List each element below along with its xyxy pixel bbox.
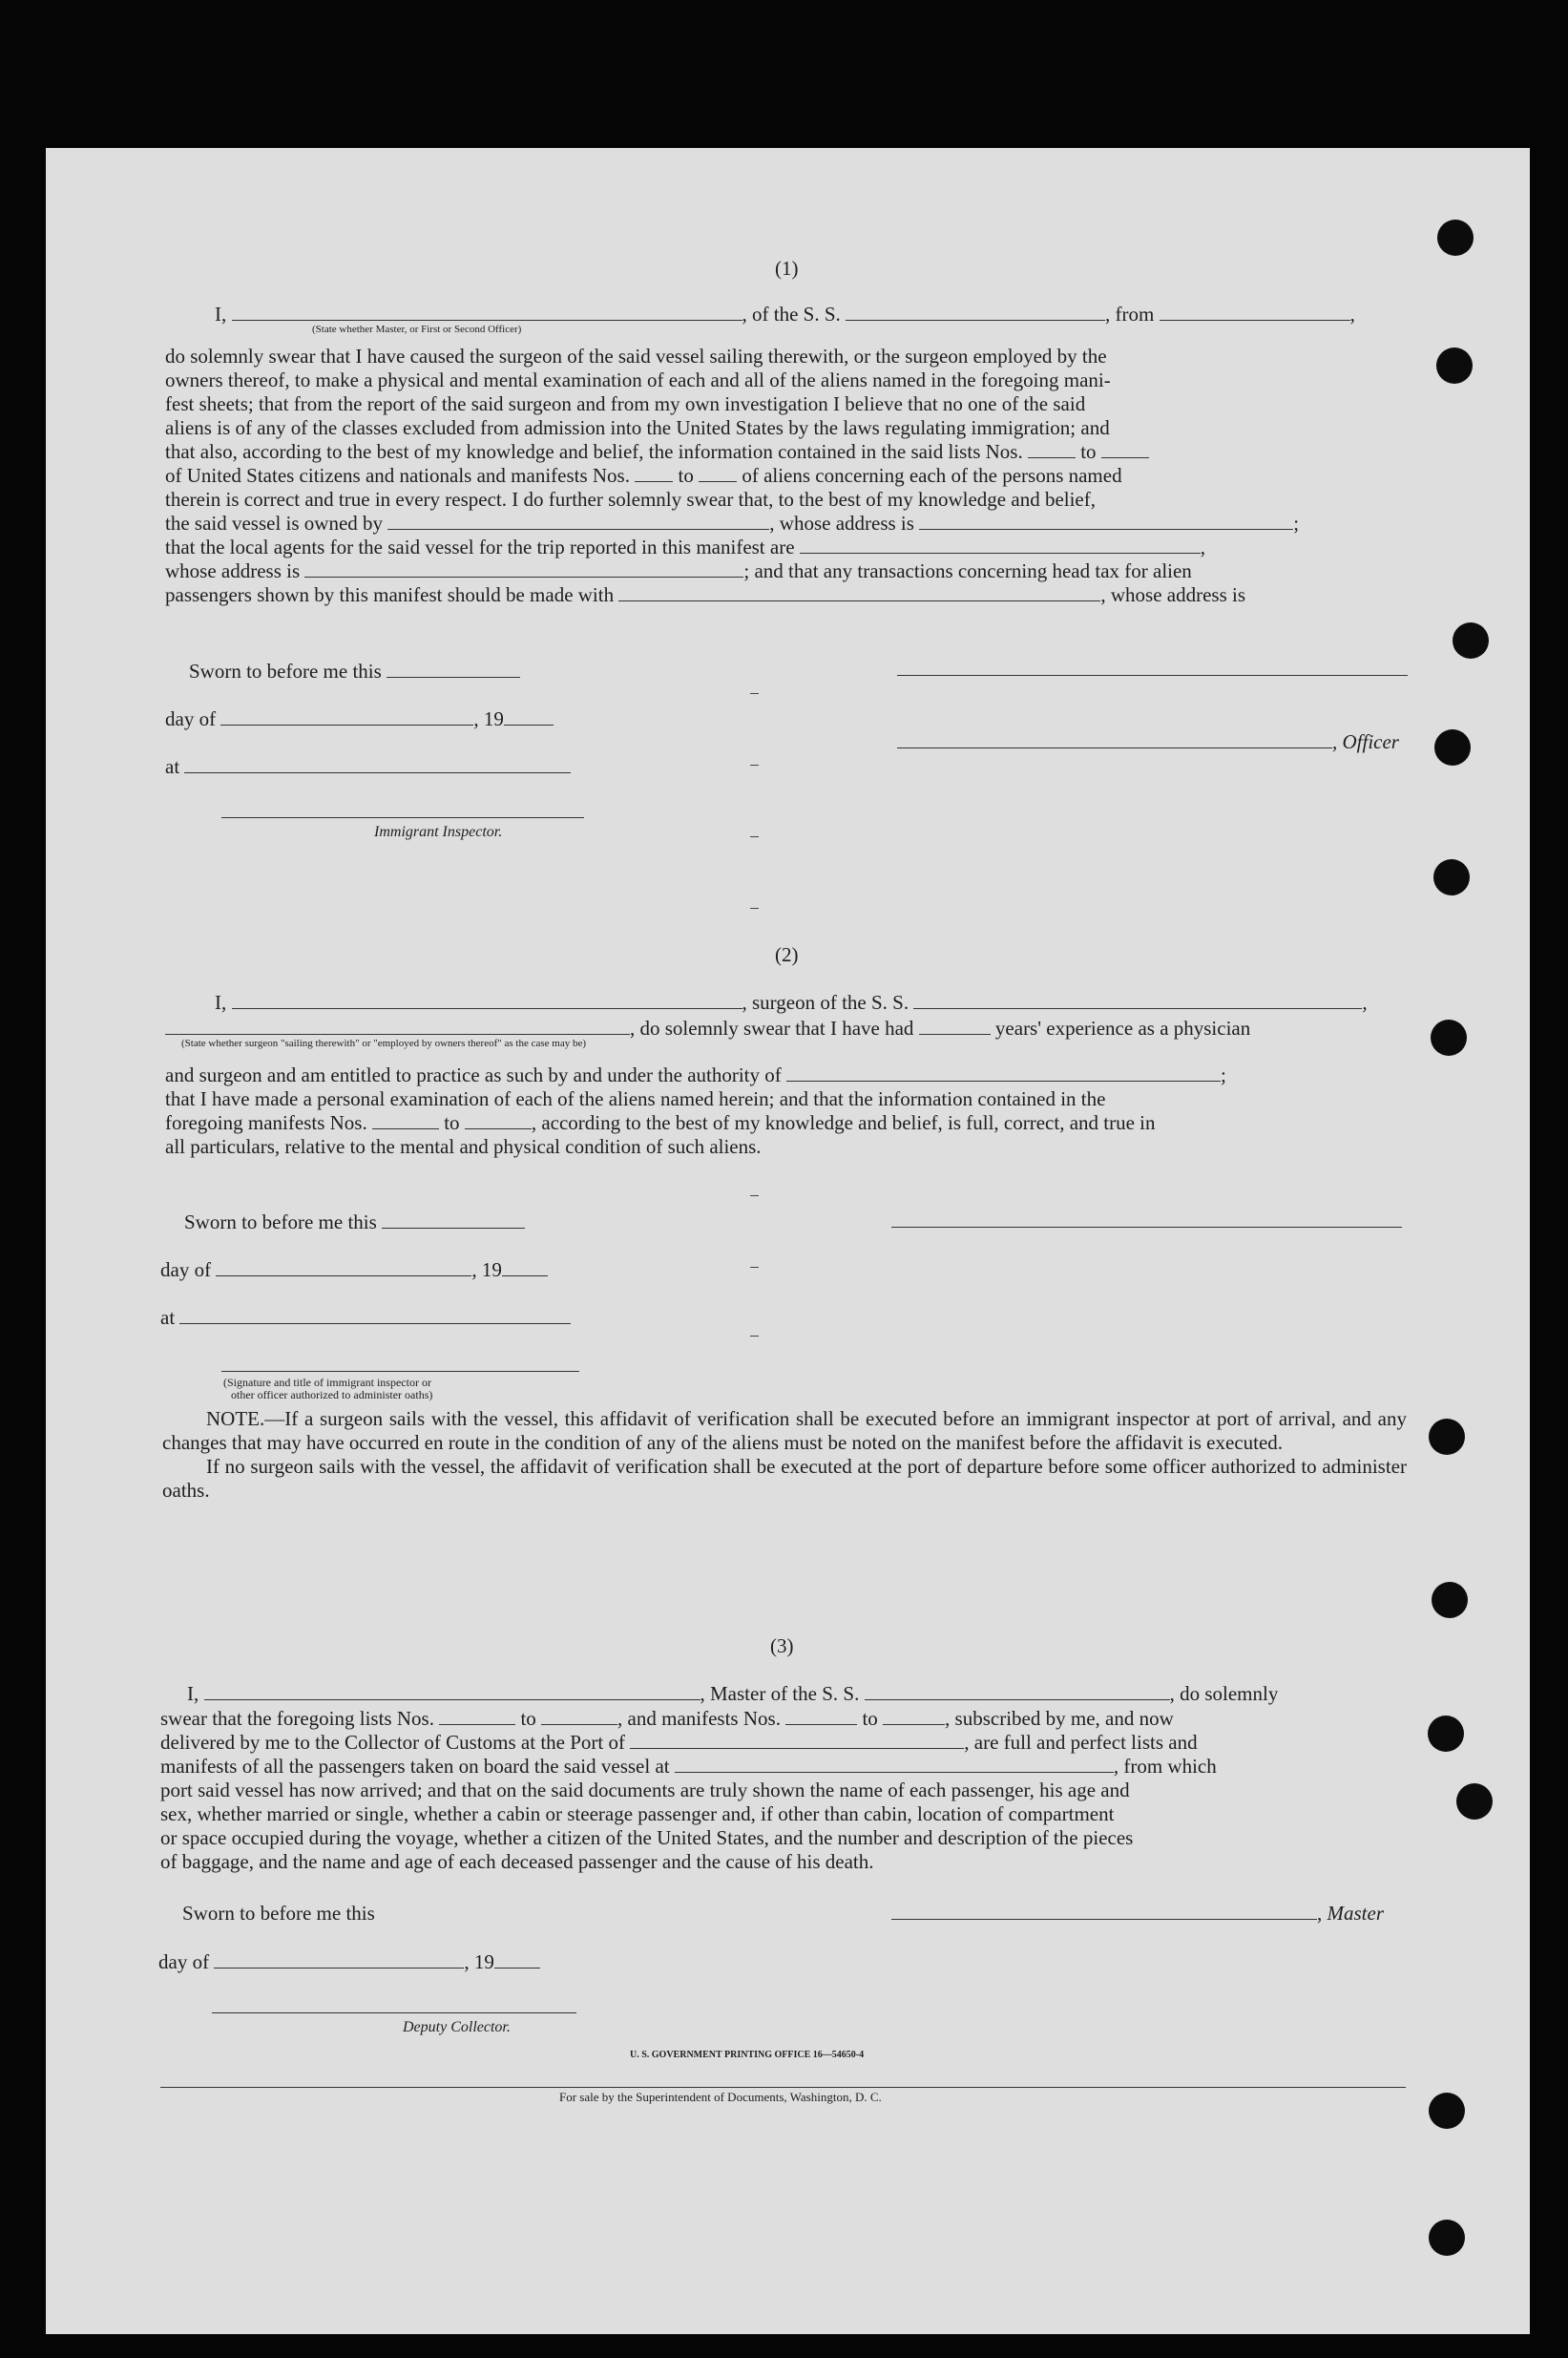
at-label-1: at [165, 755, 571, 778]
month-field-1[interactable] [220, 709, 473, 726]
customs-port-field[interactable] [630, 1733, 964, 1749]
surgeon-manifests-to-field[interactable] [465, 1113, 532, 1129]
master-signature-row: , Master [891, 1902, 1384, 1925]
sale-imprint: For sale by the Superintendent of Documents, Washington, D. C. [559, 2090, 882, 2104]
authority-field[interactable] [786, 1065, 1221, 1082]
day-label-2: day of , 19 [160, 1258, 548, 1281]
deputy-signature-line[interactable] [212, 2012, 576, 2013]
surgeon-vessel-field[interactable] [913, 993, 1362, 1009]
agents-address-field[interactable] [304, 561, 743, 578]
surgeon-manifests-from-field[interactable] [372, 1113, 439, 1129]
head-tax-contact-field[interactable] [618, 585, 1100, 601]
affiant-signature-line[interactable] [897, 675, 1408, 676]
section-2-number: (2) [775, 943, 799, 966]
punch-hole [1431, 1020, 1467, 1056]
surgeon-line-2: , do solemnly swear that I have had years' experience as a physician [165, 1017, 1250, 1040]
punch-hole [1428, 1716, 1464, 1752]
inspector-signature-line[interactable] [221, 817, 584, 818]
master-signature-field[interactable] [891, 1904, 1317, 1920]
surgeon-name-field[interactable] [232, 993, 742, 1009]
surgeon-status-field[interactable] [165, 1019, 630, 1035]
affiant-line: I, , of the S. S. , from , [215, 303, 1355, 326]
day-label-3: day of , 19 [158, 1950, 540, 1973]
years-field[interactable] [919, 1019, 991, 1035]
punch-hole [1432, 1582, 1468, 1618]
month-field-2[interactable] [216, 1260, 471, 1276]
lists-to-field[interactable] [1101, 442, 1149, 458]
year-field-2[interactable] [502, 1260, 548, 1276]
punch-hole [1437, 220, 1474, 256]
agents-field[interactable] [800, 537, 1201, 554]
vessel-name-field[interactable] [846, 305, 1105, 321]
punch-hole [1453, 622, 1489, 659]
officer-signature-field[interactable] [897, 732, 1332, 748]
gpo-imprint: U. S. GOVERNMENT PRINTING OFFICE 16—54650-4 [630, 2050, 865, 2060]
owner-address-field[interactable] [919, 514, 1293, 530]
from-port-field[interactable] [1160, 305, 1350, 321]
punch-hole [1436, 347, 1473, 384]
surgeon-caption: (State whether surgeon "sailing therewith" or "employed by owners thereof" as the case may be) [181, 1038, 587, 1049]
master-manifests-to-field[interactable] [883, 1709, 945, 1725]
immigrant-inspector-label: Immigrant Inspector. [374, 824, 503, 840]
punch-hole [1429, 2093, 1465, 2129]
witness-caption-1: (Signature and title of immigrant inspector or [223, 1376, 431, 1389]
lists-from-field[interactable] [1028, 442, 1076, 458]
officer-name-field[interactable] [232, 305, 742, 321]
surgeon-signature-line[interactable] [891, 1227, 1402, 1228]
sworn-label-3: Sworn to before me this [182, 1902, 375, 1925]
sworn-day-field-2[interactable] [382, 1212, 525, 1229]
year-field-3[interactable] [494, 1952, 540, 1969]
officer-signature-row: , Officer [897, 730, 1399, 753]
punch-hole [1429, 1419, 1465, 1455]
day-label-1: day of , 19 [165, 707, 554, 730]
surgeon-line: I, , surgeon of the S. S. , [215, 991, 1368, 1014]
master-manifests-from-field[interactable] [785, 1709, 857, 1725]
oath-paragraph-2: and surgeon and am entitled to practice as such by and under the authority of ; that I have made a personal examination of each of the aliens named herein; and that the information contained in the foregoing manifests Nos. to , according to the best of my knowledge and belief, is full, correct, and true in all particulars, relative to the mental and physical condition of such aliens. [165, 1063, 1226, 1158]
sworn-label-2: Sworn to before me this [184, 1211, 525, 1233]
manifests-from-field[interactable] [635, 466, 673, 482]
master-lists-from-field[interactable] [439, 1709, 515, 1725]
at-label-2: at [160, 1306, 571, 1329]
punch-hole [1456, 1783, 1493, 1820]
master-line: I, , Master of the S. S. , do solemnly [187, 1682, 1279, 1705]
master-name-field[interactable] [204, 1684, 700, 1700]
witness-signature-line[interactable] [221, 1371, 579, 1372]
sworn-label-1: Sworn to before me this [189, 660, 520, 683]
year-field-1[interactable] [504, 709, 554, 726]
witness-caption-2: other officer authorized to administer oaths) [231, 1388, 433, 1401]
section-3-number: (3) [770, 1634, 794, 1657]
manifests-to-field[interactable] [699, 466, 737, 482]
oath-paragraph-3: swear that the foregoing lists Nos. to , and manifests Nos. to , subscribed by me, and now delivered by me to the Collector of Customs at the Port of , are full and perfect lists and manifests of all the passengers taken on board the said vessel at , from which port said vessel has now arrived; and that on the said documents are truly shown the name of each passenger, his age and sex, whether married or single, whether a cabin or steerage passenger and, if other than cabin, location of compartment or space occupied during the voyage, whether a citizen of the United States, and the number and description of the pieces of baggage, and the name and age of each deceased passenger and the cause of his death. [160, 1707, 1217, 1873]
master-vessel-field[interactable] [865, 1684, 1170, 1700]
owner-field[interactable] [387, 514, 769, 530]
oath-paragraph-1: do solemnly swear that I have caused the surgeon of the said vessel sailing therewith, or the surgeon employed by the owners thereof, to make a physical and mental examination of each and all of the aliens named in the foregoing mani- fest sheets; that from the report of the said surgeon and from my own investigation I believe that no one of the said aliens is of any of the classes excluded from admission into the United States by the laws regulating immigration; and that also, according to the best of my knowledge and belief, the information contained in the said lists Nos. to of United States citizens and nationals and manifests Nos. to of aliens concerning each of the persons named therein is correct and true in every respect. I do further solemnly swear that, to the best of my knowledge and belief, the said vessel is owned by , whose address is ; that the local agents for the said vessel for the trip reported in this manifest are , whose address is ; and that any transactions concerning head tax for alien passengers shown by this manifest should be made with , whose address is [165, 345, 1300, 606]
at-place-field-1[interactable] [184, 757, 571, 773]
embark-port-field[interactable] [675, 1757, 1114, 1773]
note-paragraph: NOTE.—If a surgeon sails with the vessel, this affidavit of verification shall be executed before an immigrant inspector at port of arrival, and any changes that may have occurred en route in the condition of any of the aliens must be noted on the manifest before the affidavit is executed. If no surgeon sails with the vessel, the affidavit of verification shall be executed at the port of departure before some officer authorized to administer oaths. [162, 1407, 1407, 1502]
sworn-day-field-1[interactable] [387, 662, 520, 678]
at-place-field-2[interactable] [179, 1308, 571, 1324]
punch-hole [1433, 859, 1470, 895]
deputy-collector-label: Deputy Collector. [403, 2019, 511, 2035]
month-field-3[interactable] [214, 1952, 464, 1969]
punch-hole [1434, 729, 1471, 766]
section-1-number: (1) [775, 257, 799, 280]
officer-caption: (State whether Master, or First or Second Officer) [312, 324, 522, 335]
master-lists-to-field[interactable] [541, 1709, 617, 1725]
punch-hole [1429, 2220, 1465, 2256]
footer-rule [160, 2087, 1406, 2088]
